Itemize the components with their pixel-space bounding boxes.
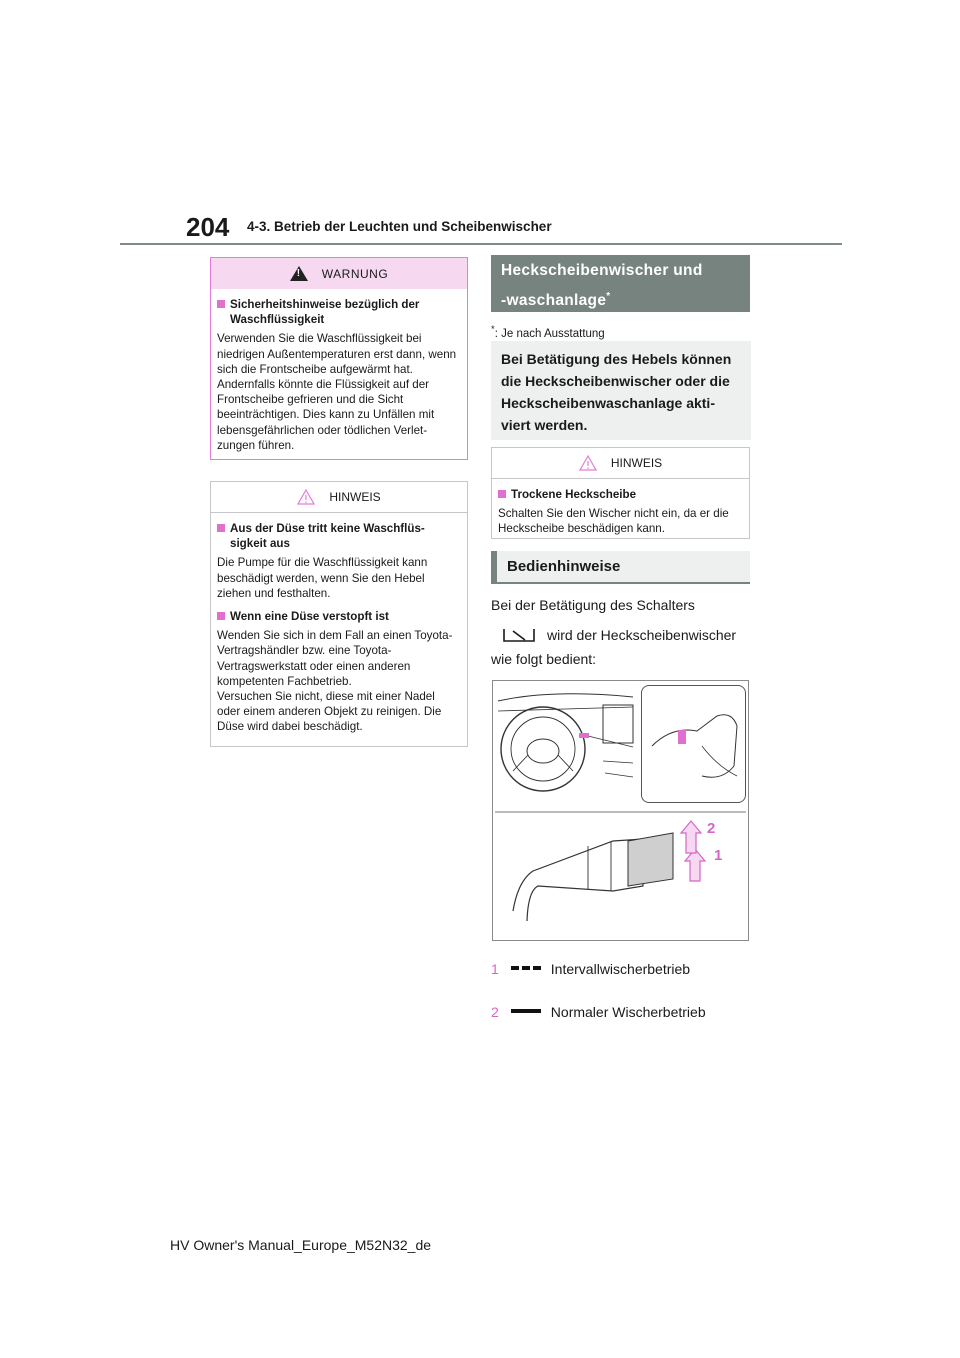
- notice-item-text: Wenden Sie sich in dem Fall an einen Toyota-Vertragshändler bzw. eine Toyota-Vertragswerkstatt oder einen anderen kompetenten Fachbetrieb.: [217, 629, 453, 688]
- notice-item-title: Aus der Düse tritt keine Waschflüs-sigkeit aus: [217, 521, 461, 551]
- lever-inset-illustration: [641, 685, 746, 803]
- footnote: *: Je nach Ausstattung: [491, 324, 605, 340]
- operation-heading: Bedienhinweise: [491, 551, 750, 584]
- notice-header-right: [492, 448, 749, 479]
- legend-item-1: 1 Intervallwischerbetrieb: [491, 961, 691, 977]
- operation-line3: wie folgt bedient:: [491, 651, 597, 667]
- bullet-square-icon: [217, 612, 225, 620]
- notice-label-right: HINWEIS: [610, 456, 663, 470]
- warning-header: [211, 258, 467, 289]
- notice-box-left: [210, 481, 468, 747]
- operation-line2-row: wird der Heckscheibenwischer: [491, 624, 751, 646]
- notice-box-right: [491, 447, 750, 539]
- notice-body-right: [492, 479, 749, 551]
- banner-asterisk: *: [606, 291, 611, 302]
- warning-label: WARNUNG: [321, 266, 389, 281]
- notice-item-title: Wenn eine Düse verstopft ist: [217, 609, 461, 624]
- legend-item-2: 2 Normaler Wischerbetrieb: [491, 1004, 706, 1020]
- figure-label-1: 1: [714, 847, 723, 864]
- banner-title-line1: Heckscheibenwischer und: [501, 262, 703, 279]
- header-rule: [120, 243, 842, 245]
- bullet-square-icon: [498, 490, 506, 498]
- notice-right-text: Schalten Sie den Wischer nicht ein, da er die Heckscheibe beschädigen kann.: [498, 507, 729, 536]
- continuous-bar-icon: [511, 1008, 541, 1016]
- warning-item-text: Verwenden Sie die Waschflüssigkeit bei niedrigen Außentemperaturen erst dann, wenn sich die Frontscheibe aufgewärmt hat. Andernfalls könnte die Flüssigkeit auf der Frontscheibe gefrieren und die Sicht beeinträchtigen. Dies kann zu Unfällen mit lebensgefährlichen oder tödlichen Verlet-zungen führen.: [217, 332, 457, 452]
- bullet-square-icon: [217, 300, 225, 308]
- intermittent-dashes-icon: [511, 965, 541, 973]
- wiper-lever-figure: [492, 680, 749, 941]
- rear-wiper-banner: [491, 255, 750, 312]
- notice-body-left: [211, 513, 467, 749]
- notice-item-text-2: Versuchen Sie nicht, diese mit einer Nadel oder einem anderen Objekt zu reinigen. Die Düse wird dabei beschädigt.: [217, 690, 442, 734]
- caution-triangle-icon: [297, 489, 315, 505]
- notice-label-left: HINWEIS: [329, 490, 381, 504]
- warning-box: [210, 257, 468, 460]
- bullet-square-icon: [217, 524, 225, 532]
- operation-line1: Bei der Betätigung des Schalters: [491, 597, 695, 613]
- figure-label-2: 2: [707, 820, 716, 837]
- caution-triangle-icon: [579, 455, 597, 471]
- banner-title-line2: -waschanlage: [501, 292, 607, 310]
- notice-item-text: Die Pumpe für die Waschflüssigkeit kann beschädigt werden, wenn Sie den Hebel ziehen und festhalten.: [217, 556, 428, 600]
- section-title: 4-3. Betrieb der Leuchten und Scheibenwischer: [247, 219, 552, 234]
- hand-on-lever-illustration: [642, 686, 745, 802]
- rear-wiper-switch-icon: [499, 626, 539, 644]
- notice-header-left: [211, 482, 467, 513]
- warning-item-title: Sicherheitshinweise bezüglich der Waschflüssigkeit: [217, 297, 461, 327]
- footer-manual-id: HV Owner's Manual_Europe_M52N32_de: [170, 1237, 432, 1253]
- page-number: 204: [186, 212, 230, 242]
- intro-box: Bei Betätigung des Hebels können die Heckscheibenwischer oder die Heckscheibenwaschanlage akti-viert werden.: [491, 341, 751, 440]
- notice-right-title: Trockene Heckscheibe: [498, 487, 743, 502]
- warning-body: [211, 289, 467, 467]
- warning-triangle-icon: [290, 266, 308, 281]
